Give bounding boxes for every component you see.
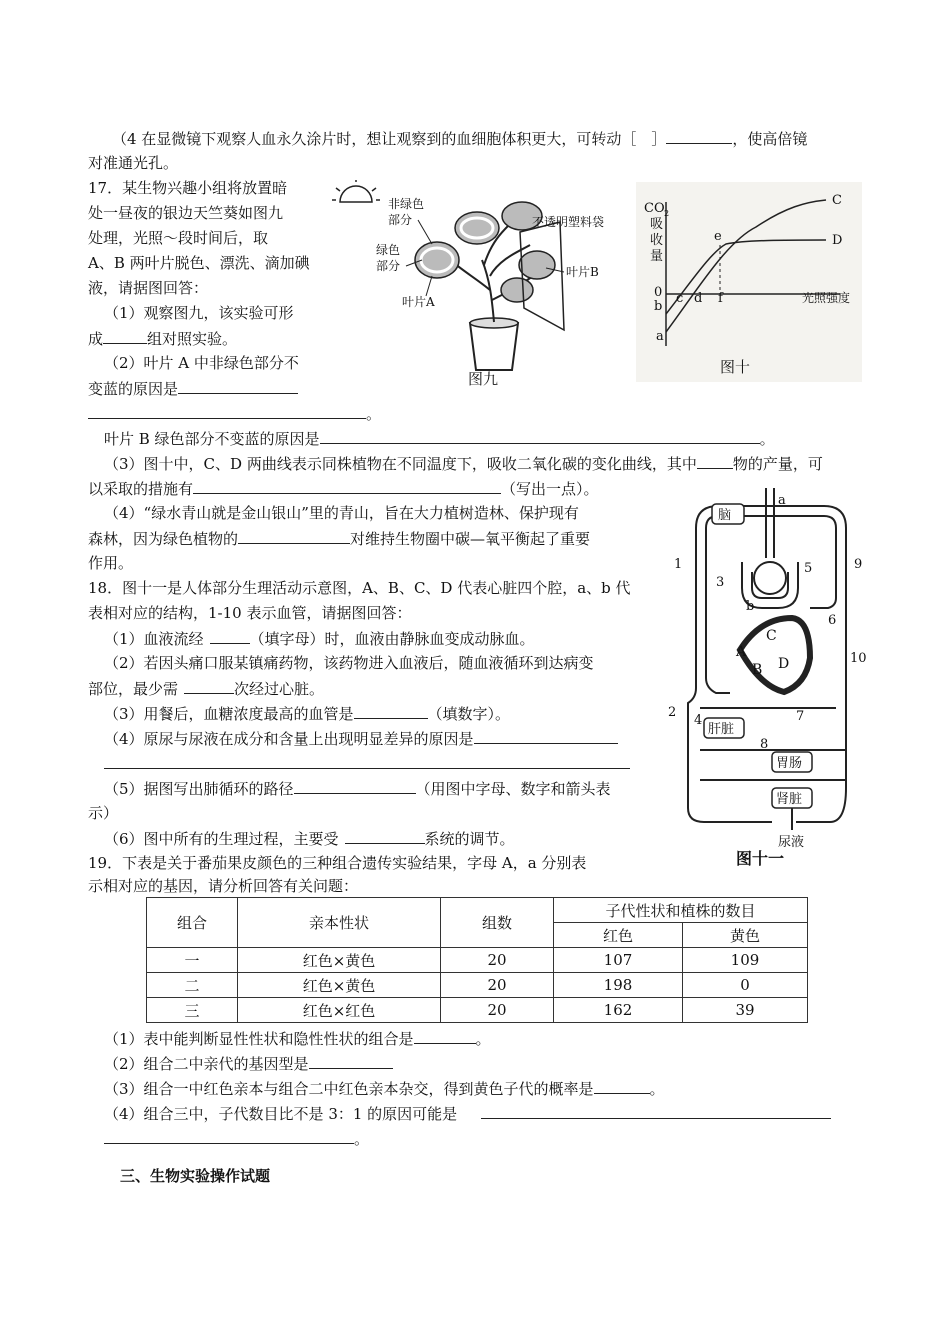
answer-blank[interactable] xyxy=(354,703,428,719)
fig10-caption: 图十 xyxy=(720,358,751,376)
point-c: C xyxy=(832,193,842,208)
q17-p4b: 森林，因为绿色植物的 对维持生物圈中碳—氧平衡起了重要 xyxy=(88,530,591,548)
point-e: e xyxy=(714,229,722,244)
point-d: D xyxy=(832,233,843,248)
point-f: f xyxy=(718,291,723,306)
answer-blank[interactable] xyxy=(697,453,733,469)
q17-intro-4: A、B 两叶片脱色、漂洗、滴加碘 xyxy=(88,254,310,272)
point-a: a xyxy=(656,329,664,344)
q17-p4a: （4）“绿水青山就是金山银山”里的青山，旨在大力植树造林、保护现有 xyxy=(104,504,579,522)
q17-p2b: 变蓝的原因是 xyxy=(88,378,298,399)
vessel-3: 3 xyxy=(716,575,725,590)
q17-intro-2: 处一昼夜的银边天竺葵如图九 xyxy=(88,204,284,222)
figure-11 xyxy=(660,488,872,866)
answer-blank[interactable] xyxy=(88,403,366,419)
vessel-5: 5 xyxy=(804,561,813,576)
q17-p3b: 以采取的措施有 （写出一点）。 xyxy=(88,480,599,498)
q18-p2b: 部位，最少需 次经过心脏。 xyxy=(88,680,325,698)
q17-p1a: （1）观察图九，该实验可形 xyxy=(104,304,294,322)
q17-p2a: （2）叶片 A 中非绿色部分不 xyxy=(104,354,299,372)
answer-blank[interactable] xyxy=(345,828,425,844)
sun-icon xyxy=(332,180,380,202)
q16-4-line2: 对准通光孔。 xyxy=(88,154,179,172)
vessel-8: 8 xyxy=(760,737,769,752)
th-parent: 亲本性状 xyxy=(238,898,441,948)
q17-p2c: 。 xyxy=(88,403,381,424)
letter-C: C xyxy=(766,628,777,644)
answer-blank[interactable] xyxy=(474,728,618,744)
label-non-green-1: 非绿色 xyxy=(388,197,425,211)
vessel-10: 10 xyxy=(850,651,867,666)
vessel-2: 2 xyxy=(668,705,677,720)
label-kidney: 肾脏 xyxy=(776,792,803,807)
q19-p4: （4）组合三中，子代数目比不是 3：1 的原因可能是 xyxy=(104,1103,831,1124)
answer-blank[interactable] xyxy=(594,1078,650,1094)
q17-intro-5: 液，请据图回答： xyxy=(88,279,209,297)
q18-p1: （1）血液流经 （填字母）时，血液由静脉血变成动脉血。 xyxy=(104,630,535,648)
table-row: 一 红色×黄色 20 107 109 xyxy=(147,948,808,973)
q19-intro-2: 示相对应的基因，请分析回答有关问题： xyxy=(88,877,359,895)
point-c-small: c xyxy=(676,291,684,306)
th-count: 组数 xyxy=(441,898,554,948)
flower-pot xyxy=(470,323,518,370)
letter-a: a xyxy=(778,493,786,508)
q17-p3a: （3）图十中，C、D 两曲线表示同株植物在不同温度下，吸收二氧化碳的变化曲线，其中 物的产量，可 xyxy=(104,455,823,473)
th-offspring: 子代性状和植株的数目 xyxy=(554,898,808,923)
answer-blank[interactable] xyxy=(666,128,732,144)
q17-intro-1: 17．某生物兴趣小组将放置暗 xyxy=(88,179,288,197)
vessel-7: 7 xyxy=(796,709,805,724)
label-non-green-2: 部分 xyxy=(388,213,413,227)
q18-p4: （4）原尿与尿液在成分和含量上出现明显差异的原因是 xyxy=(104,728,618,749)
vessel-1: 1 xyxy=(674,557,683,572)
answer-blank[interactable] xyxy=(210,628,250,644)
th-group: 组合 xyxy=(147,898,238,948)
q18-p6: （6）图中所有的生理过程，主要受 系统的调节。 xyxy=(104,830,515,848)
q18-p4-line2 xyxy=(104,753,630,774)
vessel-6: 6 xyxy=(828,613,837,628)
label-stomach: 胃肠 xyxy=(776,756,803,771)
section-3-heading: 三、生物实验操作试题 xyxy=(120,1167,271,1185)
figure-10 xyxy=(636,182,862,382)
answer-blank[interactable] xyxy=(481,1103,831,1119)
x-label: 光照强度 xyxy=(802,291,851,305)
alveolus xyxy=(754,562,786,594)
letter-A: A xyxy=(736,644,747,660)
y-label-1: 吸 xyxy=(650,217,664,232)
letter-D: D xyxy=(778,656,790,672)
answer-blank[interactable] xyxy=(103,328,147,344)
letter-b: b xyxy=(746,599,755,614)
origin: 0 xyxy=(654,285,663,300)
answer-blank[interactable] xyxy=(178,378,298,394)
label-urine: 尿液 xyxy=(778,835,805,850)
table-row: 二 红色×黄色 20 198 0 xyxy=(147,973,808,998)
label-bag: 不透明塑料袋 xyxy=(532,215,605,229)
q18-p5: （5）据图写出肺循环的路径 （用图中字母、数字和箭头表 xyxy=(104,780,611,798)
q18-p3: （3）用餐后，血糖浓度最高的血管是 （填数字）。 xyxy=(104,705,511,723)
q19-p3: （3）组合一中红色亲本与组合二中红色亲本杂交，得到黄色子代的概率是 。 xyxy=(104,1080,665,1098)
label-leaf-a: 叶片A xyxy=(402,295,435,309)
results-table xyxy=(146,897,808,1023)
q19-p2: （2）组合二中亲代的基因型是 xyxy=(104,1053,393,1074)
point-d-small: d xyxy=(694,291,703,306)
q17-p2d: 叶片 B 绿色部分不变蓝的原因是 。 xyxy=(104,430,775,448)
label-brain: 脑 xyxy=(718,508,732,523)
answer-blank[interactable] xyxy=(320,428,760,444)
answer-blank[interactable] xyxy=(238,528,350,544)
y-label-2: 收 xyxy=(650,233,664,248)
q17-p4c: 作用。 xyxy=(88,554,134,572)
q16-4-line1: （4 在显微镜下观察人血永久涂片时，想让观察到的血细胞体积更大，可转动［ ］ ，使高倍镜 xyxy=(112,130,808,148)
label-green-1: 绿色 xyxy=(376,243,401,257)
answer-blank[interactable] xyxy=(193,478,501,494)
point-b: b xyxy=(654,299,663,314)
q18-intro-2: 表相对应的结构，1-10 表示血管，请据图回答： xyxy=(88,604,412,622)
table-row: 三 红色×红色 20 162 39 xyxy=(147,998,808,1023)
answer-blank[interactable] xyxy=(104,1128,354,1144)
y-label-sub: 2 xyxy=(664,209,670,218)
q18-p5b: 示） xyxy=(88,804,119,822)
letter-B: B xyxy=(752,662,763,678)
th-yellow: 黄色 xyxy=(683,923,808,948)
curve-c xyxy=(666,200,826,332)
q17-intro-3: 处理，光照～段时间后，取 xyxy=(88,229,269,247)
q18-intro-1: 18．图十一是人体部分生理活动示意图，A、B、C、D 代表心脏四个腔，a、b 代 xyxy=(88,579,631,597)
fig9-caption: 图九 xyxy=(468,370,499,388)
q19-p1: （1）表中能判断显性性状和隐性性状的组合是 。 xyxy=(104,1030,491,1048)
fig11-caption: 图十一 xyxy=(736,849,785,866)
q18-p2a: （2）若因头痛口服某镇痛药物，该药物进入血液后，随血液循环到达病变 xyxy=(104,654,594,672)
answer-blank[interactable] xyxy=(104,753,630,769)
vessel-9: 9 xyxy=(854,557,863,572)
label-liver: 肝脏 xyxy=(708,722,735,737)
q19-intro-1: 19．下表是关于番茄果皮颜色的三种组合遗传实验结果，字母 A，a 分别表 xyxy=(88,854,587,872)
answer-blank[interactable] xyxy=(184,678,234,694)
y-label-co: CO xyxy=(644,201,665,216)
label-leaf-b: 叶片B xyxy=(566,265,599,279)
answer-blank[interactable] xyxy=(309,1053,393,1069)
vessel-4: 4 xyxy=(694,713,703,728)
y-label-3: 量 xyxy=(650,249,664,264)
answer-blank[interactable] xyxy=(294,778,416,794)
th-red: 红色 xyxy=(554,923,683,948)
label-green-2: 部分 xyxy=(376,259,401,273)
q17-p1b: 成 组对照实验。 xyxy=(88,330,238,348)
answer-blank[interactable] xyxy=(414,1028,476,1044)
figure-9 xyxy=(332,180,620,388)
q19-p4-line2: 。 xyxy=(104,1128,369,1149)
